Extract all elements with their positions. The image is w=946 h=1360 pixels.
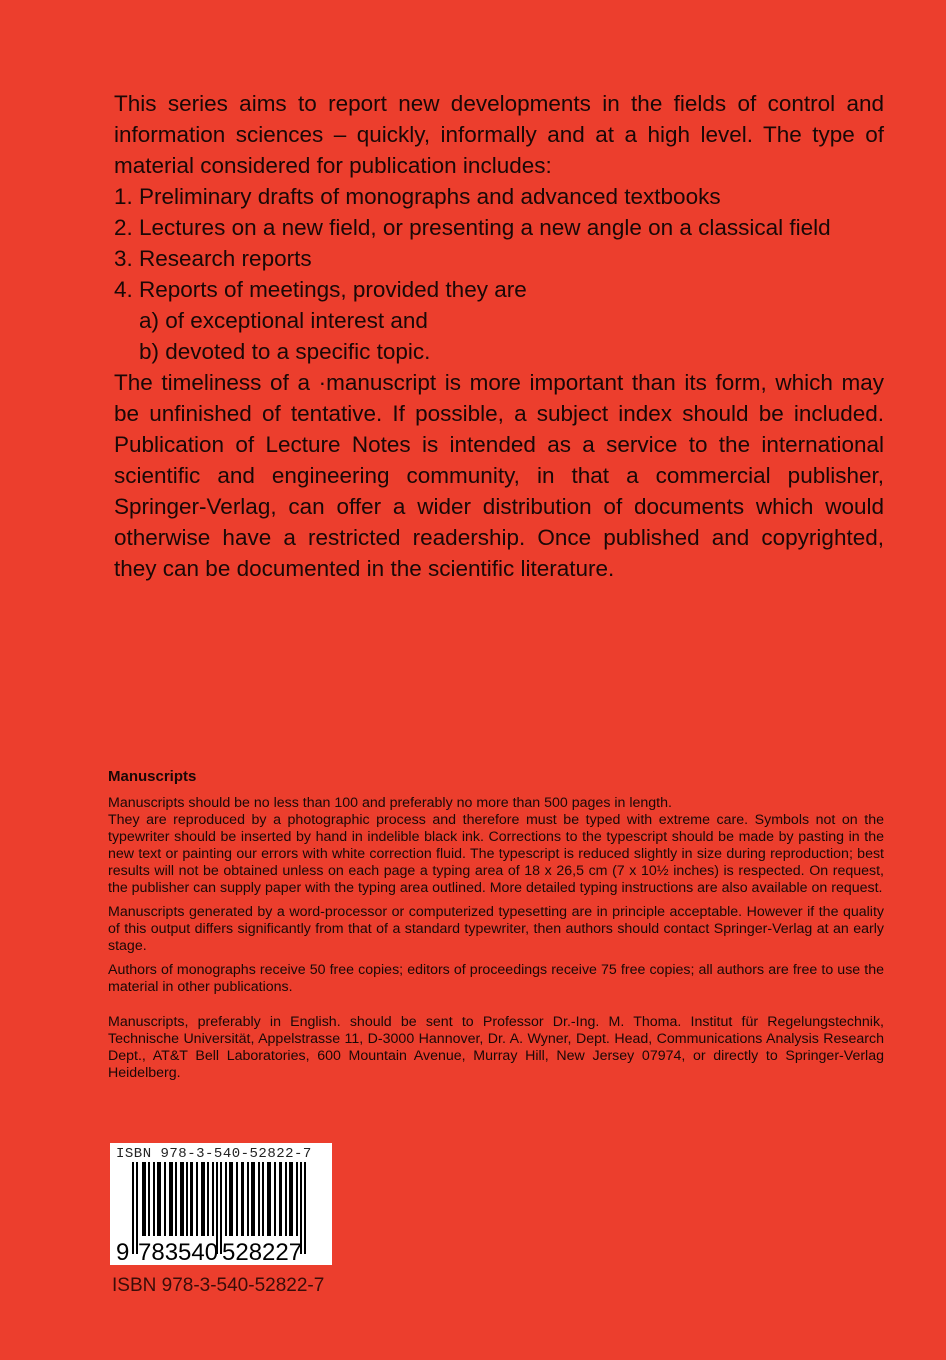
manuscripts-length: Manuscripts should be no less than 100 and preferably no more than 500 pages in length.: [108, 795, 672, 811]
barcode-bars-icon: [116, 1162, 326, 1262]
manuscripts-word-processor: Manuscripts generated by a word-processor or computerized typesetting are in principle acceptable. However if the quality of this output differs significantly from that of a standard typewriter, then authors should contact Springer-Verlag at an early stage.: [108, 904, 884, 954]
series-description: [114, 88, 884, 584]
barcode-digits-left: 783540: [138, 1239, 219, 1262]
manuscripts-typing-instructions: They are reproduced by a photographic process and therefore must be typed with extreme care. Symbols not on the typewriter should be inserted by hand in indelible black ink. Corrections to the typescript should be made by pasting in the new text or painting our errors with white correction fluid. The typescript is reduced slightly in size during reproduction; best results will not be obtained unless on each page a typing area of 18 x 26,5 cm (7 x 10½ inches) is respected. On request, the publisher can supply paper with the typing area outlined. More detailed typing instructions are also available on request.: [108, 812, 884, 896]
sub-item-b: b) devoted to a specific topic.: [139, 339, 431, 364]
barcode-isbn-label: ISBN 978-3-540-52822-7: [116, 1146, 312, 1162]
list-item-4: 4. Reports of meetings, provided they are: [114, 277, 527, 302]
manuscripts-submission-address: Manuscripts, preferably in English. should be sent to Professor Dr.-Ing. M. Thoma. Institut für Regelungstechnik, Technische Universität, Appelstrasse 11, D-3000 Hannover, Dr. A. Wyner, Dept. Head, Communications Analysis Research Dept., AT&T Bell Laboratories, 600 Mountain Avenue, Murray Hill, New Jersey 07974, or directly to Springer-Verlag Heidelberg.: [108, 1014, 884, 1081]
manuscripts-heading: Manuscripts: [108, 768, 197, 785]
barcode-digits-right: 528227: [222, 1239, 303, 1262]
list-item-1: 1. Preliminary drafts of monographs and advanced textbooks: [114, 184, 721, 209]
sub-item-a: a) of exceptional interest and: [139, 308, 428, 333]
list-item-3: 3. Research reports: [114, 246, 312, 271]
list-item-2: 2. Lectures on a new field, or presenting a new angle on a classical field: [114, 215, 831, 240]
isbn-barcode: [110, 1143, 332, 1265]
closing-paragraph: The timeliness of a ·manuscript is more important than its form, which may be unfinished of tentative. If possible, a subject index should be included. Publication of Lecture Notes is intended as a service to the international scientific and engineering community, in that a commercial publisher, Springer-Verlag, can offer a wider distribution of documents which would otherwise have a restricted readership. Once published and copyrighted, they can be documented in the scientific literature.: [114, 370, 884, 581]
manuscripts-free-copies: Authors of monographs receive 50 free copies; editors of proceedings receive 75 free copies; all authors are free to use the material in other publications.: [108, 962, 884, 995]
isbn-number: ISBN 978-3-540-52822-7: [112, 1275, 325, 1296]
intro-paragraph: This series aims to report new developments in the fields of control and information sciences – quickly, informally and at a high level. The type of material considered for publication includes:: [114, 91, 884, 178]
manuscripts-section: [108, 768, 884, 1089]
barcode-digit-lead: 9: [116, 1239, 130, 1262]
